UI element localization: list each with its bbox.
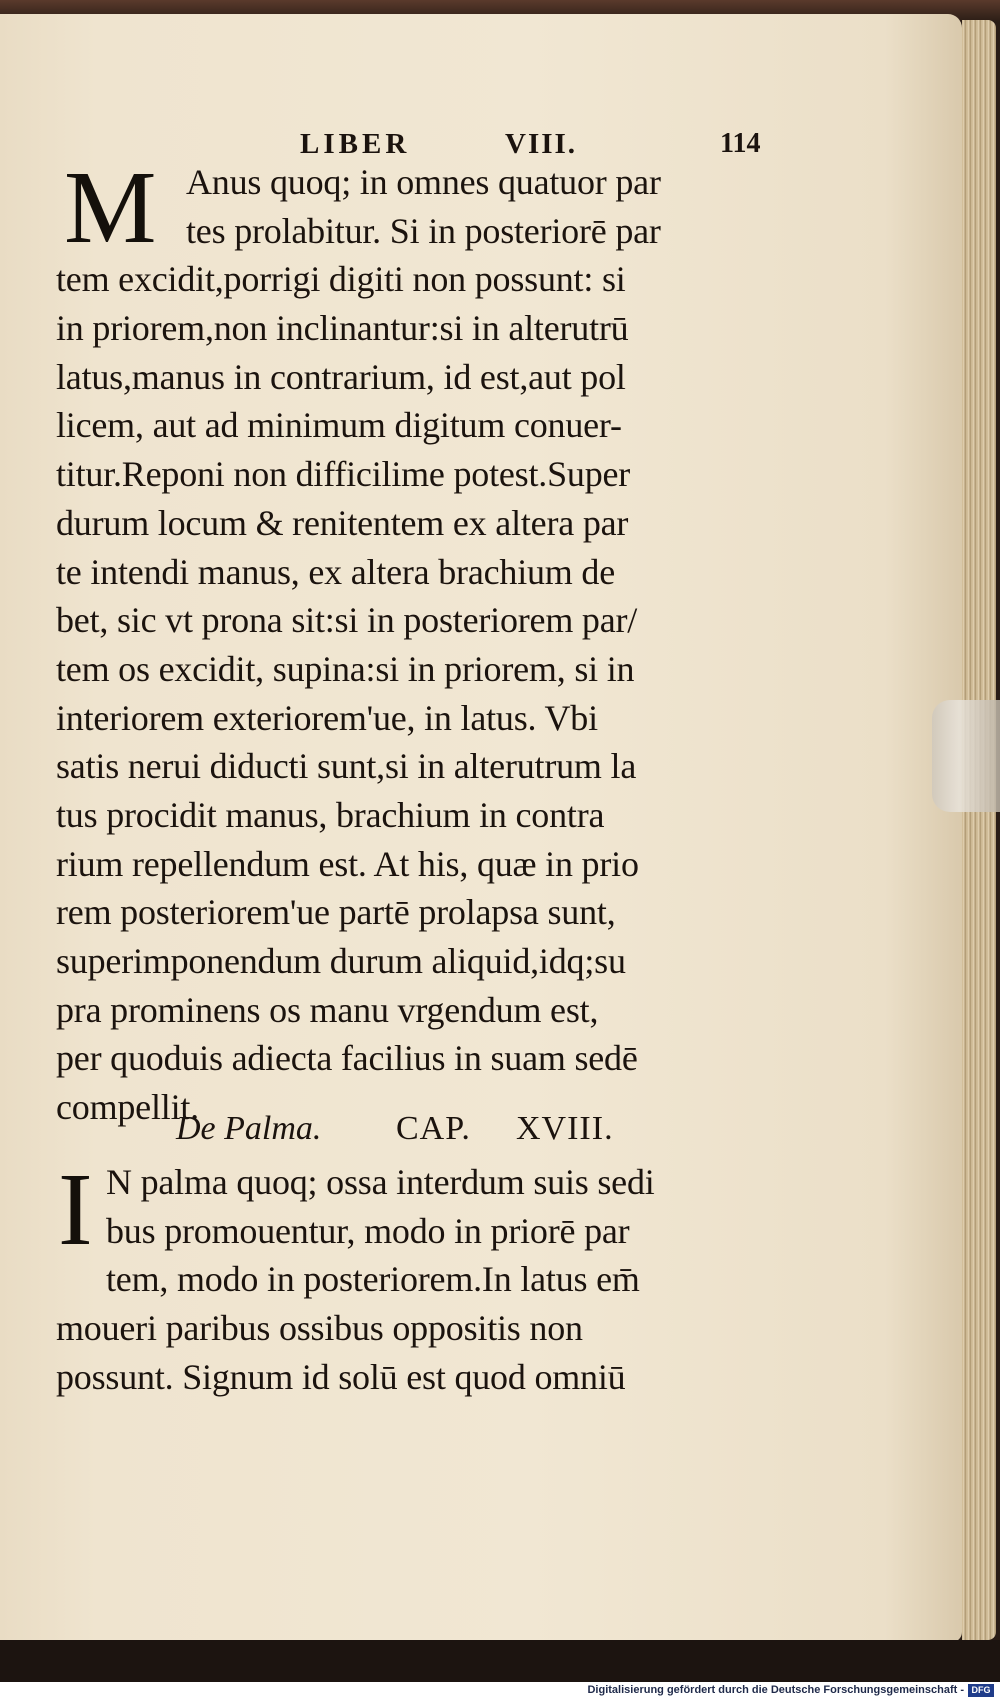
text-line: te intendi manus, ex altera brachium de (56, 551, 615, 592)
chapter-number: XVIII. (516, 1110, 614, 1147)
text-line: latus,manus in contrarium, id est,aut pol (56, 356, 626, 397)
text-line: tem, modo in posteriorem.In latus em̄ (106, 1259, 640, 1300)
text-line: interiorem exteriorem'ue, in latus. Vbi (56, 697, 598, 738)
text-line: durum locum & renitentem ex altera par (56, 502, 629, 543)
text-line: compellit. (56, 1087, 199, 1128)
scan-bottom-edge (0, 1640, 1000, 1682)
page-edges (962, 20, 996, 1640)
text-line: moueri paribus ossibus oppositis non (56, 1308, 583, 1349)
text-line: tes prolabitur. Si in posteriorē par (186, 210, 661, 251)
text-line: satis nerui diducti sunt,si in alterutrum la (56, 746, 637, 787)
text-line: superimponendum durum aliquid,idq;su (56, 941, 626, 981)
chapter-title: De Palma. (176, 1110, 322, 1147)
text-line: tem excidit,porrigi digiti non possunt: si (56, 259, 626, 300)
book-number: VIII. (505, 128, 578, 160)
text-line: in priorem,non inclinantur:si in alterutrū (56, 308, 629, 349)
chapter-label: CAP. (396, 1110, 471, 1147)
paragraph-1 (56, 150, 766, 1132)
text-line: possunt. Signum id solū est quod omniū (56, 1356, 626, 1397)
chapter-heading (56, 1110, 766, 1158)
text-line: per quoduis adiecta facilius in suam sedē (56, 1038, 638, 1079)
text-line: titur.Reponi non difficilime potest.Super (56, 454, 631, 495)
running-head: LIBER (300, 128, 411, 160)
drop-cap-initial: M (64, 150, 157, 265)
text-line: bus promouentur, modo in priorē par (106, 1210, 630, 1251)
text-line: tus procidit manus, brachium in contra (56, 794, 605, 835)
text-line: N palma quoq; ossa interdum suis sedi (106, 1162, 655, 1202)
text-line: rem posteriorem'ue partē prolapsa sunt, (56, 892, 616, 933)
text-line: tem os excidit, supina:si in priorem, si in (56, 648, 635, 689)
folio-number: 114 (720, 128, 761, 159)
text-line: licem, aut ad minimum digitum conuer- (56, 405, 622, 446)
text-line: Anus quoq; in omnes quatuor par (186, 162, 661, 202)
dfg-logo: DFG (968, 1684, 994, 1697)
text-line: rium repellendum est. At his, quæ in prio (56, 843, 639, 884)
paragraph-2 (56, 1152, 766, 1401)
digitization-credit: Digitalisierung gefördert durch die Deutsche Forschungsgemeinschaft - (587, 1684, 964, 1696)
text-line: pra prominens os manu vrgendum est, (56, 989, 599, 1030)
drop-cap-initial: I (58, 1152, 93, 1267)
page-clip (932, 700, 1000, 812)
text-line: bet, sic vt prona sit:si in posteriorem par/ (56, 600, 638, 641)
